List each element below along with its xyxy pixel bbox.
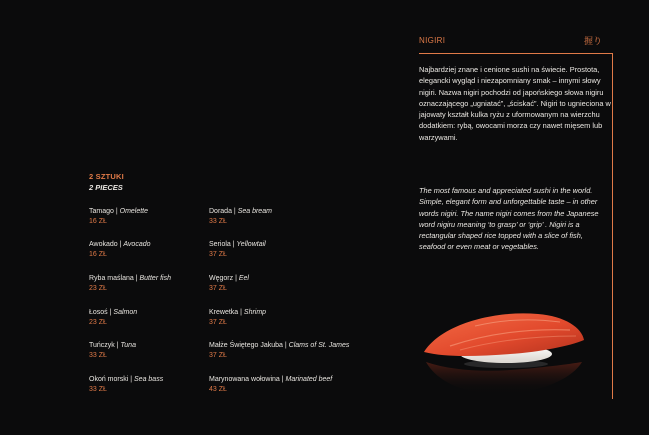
vertical-divider [612,53,613,399]
section-pieces-en: 2 PIECES [89,183,123,192]
menu-item-name: Węgorz | Eel [209,275,249,282]
menu-item-name: Seriola | Yellowtail [209,241,266,248]
description-pl: Najbardziej znane i cenione sushi na świecie. Prostota, elegancki wygląd i niezapomniany smak – innymi słowy nigiri. Nazwa nigiri pochodzi od japońskiego słowa nigiru oznaczającego „ugniatać”, „ściskać”. Nigiri to ugnieciona w jajowaty kształt kulka ryżu z uformowanym na wierzchu dodatkiem: rybą, owocami morza czy nawet mięsem lub warzywami. [419,65,611,142]
menu-item-name: Marynowana wołowina | Marinated beef [209,376,333,383]
header-divider [419,53,612,54]
menu-item [209,241,399,258]
menu-item-price: 16 ZŁ [89,251,107,258]
menu-item-price: 37 ZŁ [209,319,227,326]
menu-item-price: 33 ZŁ [89,352,107,359]
description-en: The most famous and appreciated sushi in the world. Simple, elegant form and unforgettable taste – in other words nigiri. The name nigiri comes from the Japanese word nigiru meaning ‘to grasp’ or ‘grip’ . Nigiri is a rectangular shaped rice topped with a slice of fish, seafood or even meat or vegetables. [419,186,599,252]
menu-item-price: 33 ZŁ [209,218,227,225]
menu-item-price: 23 ZŁ [89,285,107,292]
menu-item-name: Tamago | Omelette [89,208,149,215]
menu-item-name: Dorada | Sea bream [209,208,272,215]
menu-item [209,208,399,225]
menu-item-price: 37 ZŁ [209,352,227,359]
nigiri-title: NIGIRI [419,36,446,45]
menu-item-name: Krewetka | Shrimp [209,309,267,316]
menu-item-price: 37 ZŁ [209,285,227,292]
menu-item-name: Okoń morski | Sea bass [89,376,164,383]
menu-item [209,376,399,393]
nigiri-salmon-image [420,306,586,400]
menu-item [209,275,399,292]
menu-item-price: 43 ZŁ [209,386,227,393]
menu-item [209,342,399,359]
menu-item-name: Łosoś | Salmon [89,309,138,316]
menu-item-name: Ryba maślana | Butter fish [89,275,171,282]
section-pieces-pl: 2 SZTUKI [89,172,124,181]
nigiri-kanji: 握り [584,36,603,46]
menu-section [89,172,379,192]
menu-item [209,309,399,326]
menu-item-name: Małże Świętego Jakuba | Clams of St. James [209,342,350,349]
menu-item-price: 37 ZŁ [209,251,227,258]
menu-item-name: Tuńczyk | Tuna [89,342,136,349]
menu-item-price: 23 ZŁ [89,319,107,326]
menu-item-name: Awokado | Avocado [89,241,151,248]
menu-item-price: 33 ZŁ [89,386,107,393]
menu-item-price: 16 ZŁ [89,218,107,225]
